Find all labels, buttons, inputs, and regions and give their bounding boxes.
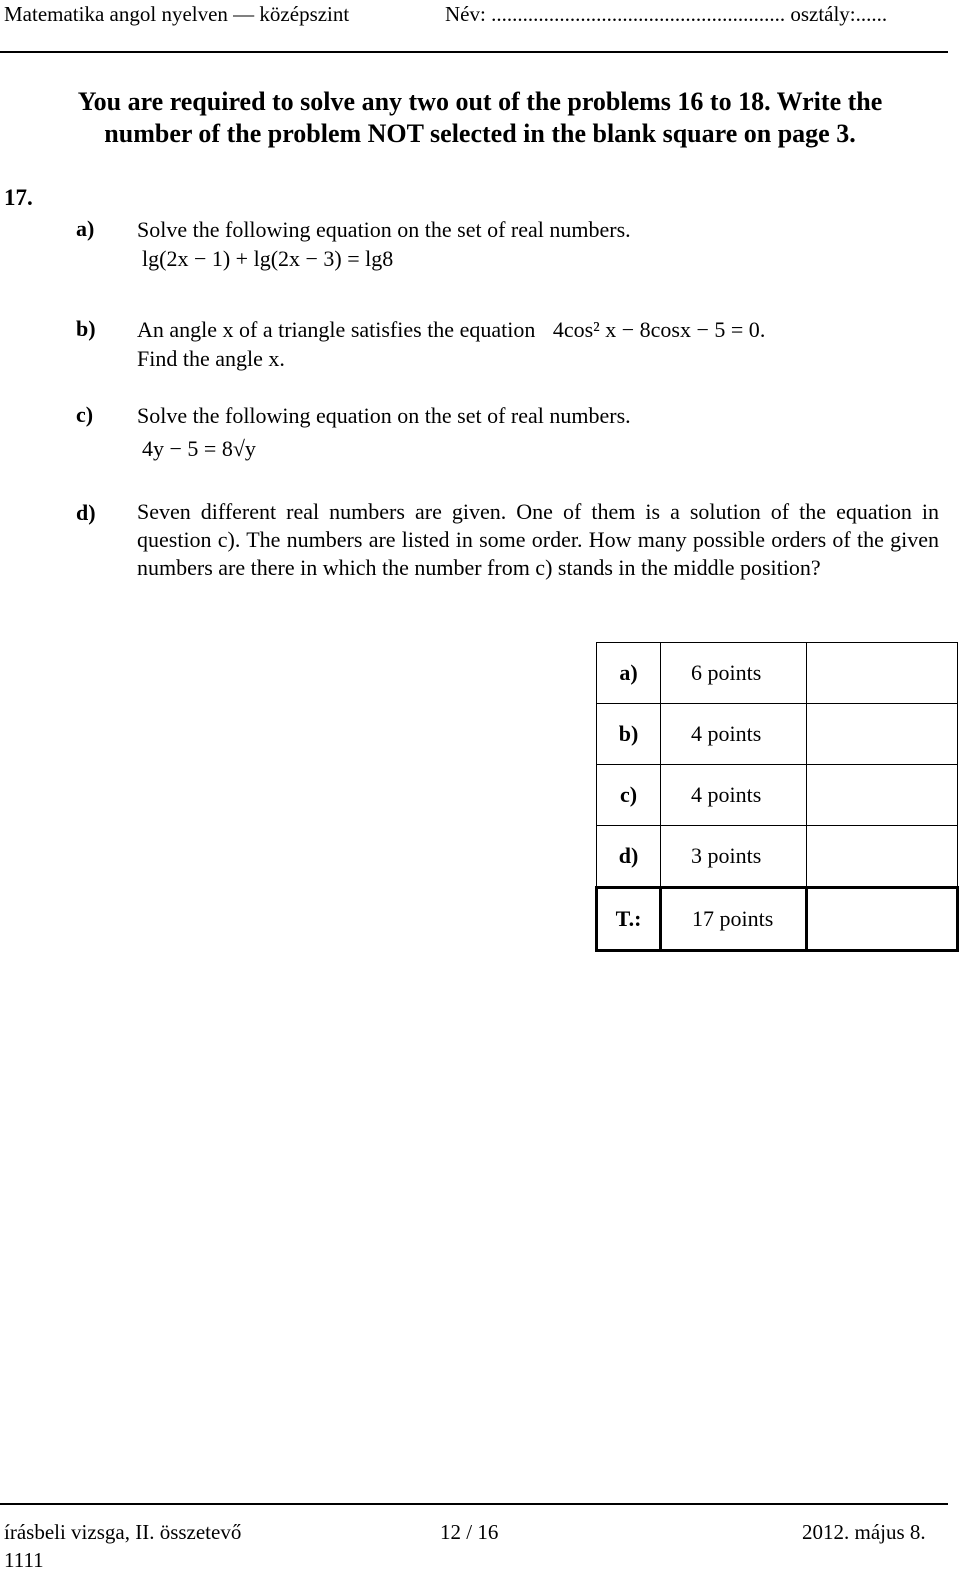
score-blank-cell [807, 826, 958, 888]
header-divider [0, 51, 948, 53]
footer-date: 2012. május 8. [802, 1520, 926, 1544]
score-blank-cell [807, 643, 958, 704]
table-row [597, 704, 958, 765]
total-points: 17 points [661, 888, 807, 951]
part-b-text-before: An angle x of a triangle satisfies the equation [137, 317, 536, 342]
score-points: 4 points [661, 765, 807, 826]
part-d-text: Seven different real numbers are given. One of them is a solution of the equation in question c). The numbers are listed in some order. How many possible orders of the given numbers are there in which the number from c) stands in the middle position? [137, 499, 939, 580]
footer-page-number: 12 / 16 [440, 1520, 499, 1544]
score-blank-cell [807, 765, 958, 826]
score-label: d) [597, 826, 661, 888]
table-row [597, 643, 958, 704]
score-points: 4 points [661, 704, 807, 765]
score-points: 3 points [661, 826, 807, 888]
table-row-total [597, 888, 958, 951]
instructions [20, 86, 940, 150]
total-blank-cell [807, 888, 958, 951]
part-b-line-2: Find the angle x. [137, 346, 285, 371]
equation-text: lg(2x − 1) + lg(2x − 3) = lg8 [142, 246, 394, 271]
part-b-equation: 4cos² x − 8cosx − 5 = 0 [552, 317, 760, 342]
score-points: 6 points [661, 643, 807, 704]
score-blank-cell [807, 704, 958, 765]
score-label: b) [597, 704, 661, 765]
part-b-text-after: . [759, 317, 766, 342]
header-name-class-field: Név: ........................................................ osztály:...... [445, 2, 888, 26]
part-c-equation: 4y − 5 = 8√y [142, 436, 256, 461]
table-row [597, 765, 958, 826]
header-subject: Matematika angol nyelven — középszint [4, 2, 350, 26]
instructions-line-1: You are required to solve any two out of the problems 16 to 18. Write the [77, 87, 883, 116]
footer-divider [0, 1503, 948, 1505]
part-a-label: a) [76, 216, 95, 241]
part-b-label: b) [76, 316, 96, 341]
part-a-equation [142, 246, 393, 272]
part-d-label: d) [76, 500, 96, 525]
score-label: a) [597, 643, 661, 704]
footer-exam-part: írásbeli vizsga, II. összetevő [4, 1520, 242, 1544]
footer-code: 1111 [4, 1548, 44, 1572]
score-label: c) [597, 765, 661, 826]
problem-number: 17. [4, 185, 33, 210]
total-label: T.: [597, 888, 661, 951]
table-row [597, 826, 958, 888]
score-table [595, 642, 959, 952]
part-c-text: Solve the following equation on the set of real numbers. [137, 403, 631, 428]
part-c-label: c) [76, 402, 94, 427]
instructions-line-2: number of the problem NOT selected in the blank square on page 3. [104, 119, 856, 148]
part-a-text: Solve the following equation on the set of real numbers. [137, 217, 631, 242]
part-b-text [137, 316, 765, 344]
